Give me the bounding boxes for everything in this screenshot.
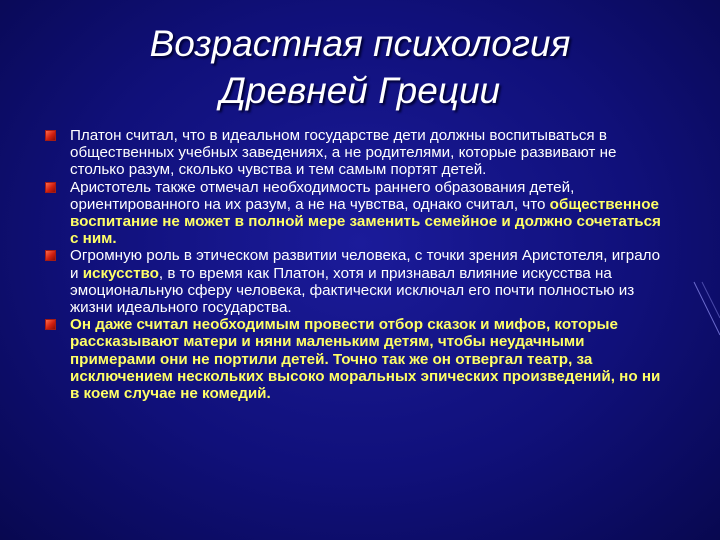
bullet-highlight-text: общественное воспитание не может в полной мере заменить семейное и должно сочетаться с ним. xyxy=(70,195,661,248)
bullet-highlight-text: искусство xyxy=(82,264,159,282)
bullet-square-icon xyxy=(45,130,56,141)
bullet-text: Платон считал, что в идеальном государстве дети должны воспитываться в общественных учебных заведениях, а не родителями, которые развивают не столько разум, сколько чувства и тем самым портят детей. xyxy=(70,127,617,179)
title-line-2: Древней Греции xyxy=(219,70,501,111)
title-line-1: Возрастная психология xyxy=(149,23,571,64)
bullet-item-myths xyxy=(40,316,670,402)
bullet-item-plato xyxy=(40,127,670,179)
bullet-text: Аристотель также отмечал необходимость раннего образования детей, ориентированного на их разум, а не на чувства, однако считал, что xyxy=(70,178,575,213)
bullet-square-icon xyxy=(45,182,56,193)
bullet-square-icon xyxy=(45,319,56,330)
decorative-line xyxy=(690,280,720,360)
bullet-square-icon xyxy=(45,250,56,261)
bullet-text: Огромную роль в этическом развитии человека, с точки зрения Аристотеля, играло и xyxy=(70,247,661,282)
bullet-item-aristotle-education xyxy=(40,179,670,248)
bullet-text-after: , в то время как Платон, хотя и признавал влияние искусства на эмоциональную сферу человека, фактически исключал его почти полностью из жизни идеального государства. xyxy=(70,264,635,317)
bullet-item-art xyxy=(40,247,670,316)
bullet-list xyxy=(40,127,670,402)
bullet-highlight-text: Он даже считал необходимым провести отбор сказок и мифов, которые рассказывают матери и няни маленьким детям, чтобы неудачными примерами они не портили детей. Точно так же он отвергал театр, за исключением нескольких высоко моральных эпических произведений, но ни в коем случае не комедий. xyxy=(70,316,661,403)
slide-title xyxy=(60,20,660,114)
